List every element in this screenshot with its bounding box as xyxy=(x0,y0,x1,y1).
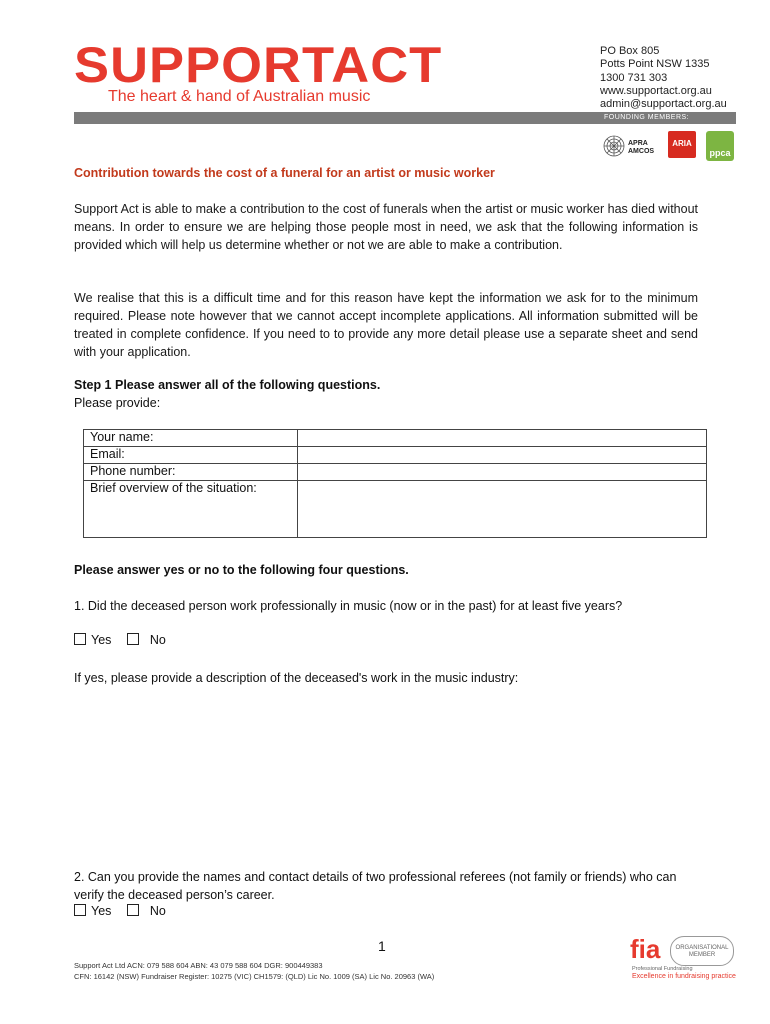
footer-line-1: Support Act Ltd ACN: 079 588 604 ABN: 43 079 588 604 DGR: 900449383 xyxy=(74,961,323,970)
question-2-options xyxy=(74,904,166,918)
form-row-overview xyxy=(84,481,707,538)
step1-heading: Step 1 Please answer all of the following questions. xyxy=(74,378,381,392)
supportact-logo: SUPPORTACT xyxy=(74,37,443,93)
question-1-options xyxy=(74,633,166,647)
form-row-email xyxy=(84,447,707,464)
form-row-phone xyxy=(84,464,707,481)
contact-block xyxy=(600,45,727,111)
document-title: Contribution towards the cost of a funeral for an artist or music worker xyxy=(74,166,495,180)
email-label: Email: xyxy=(84,447,298,464)
tagline: The heart & hand of Australian music xyxy=(108,88,371,105)
q1-no-label: No xyxy=(149,633,166,647)
apra-amcos-logo: APRA AMCOS xyxy=(628,140,655,155)
email-field[interactable] xyxy=(298,447,707,464)
details-form-table xyxy=(83,429,707,538)
contact-email: admin@supportact.org.au xyxy=(600,98,727,111)
phone-label: Phone number: xyxy=(84,464,298,481)
q2-yes-checkbox[interactable] xyxy=(74,904,86,916)
q2-no-checkbox[interactable] xyxy=(127,904,139,916)
overview-field[interactable] xyxy=(298,481,707,538)
ppca-logo: ppca xyxy=(706,131,734,161)
q2-no-label: No xyxy=(149,904,166,918)
intro-paragraph-2: We realise that this is a difficult time and for this reason have kept the information we ask for to the minimum required. Please note however that we cannot accept incomplete applications. All information submitted will be treated in complete confidence. If you need to to provide any more detail please use a separate sheet and send with your application. xyxy=(74,291,698,359)
contact-phone: 1300 731 303 xyxy=(600,71,668,84)
name-field[interactable] xyxy=(298,430,707,447)
q2-yes-label: Yes xyxy=(91,904,112,918)
fia-logo: fia xyxy=(630,934,661,964)
q1-no-checkbox[interactable] xyxy=(127,633,139,645)
contact-website: www.supportact.org.au xyxy=(600,84,712,97)
form-row-name xyxy=(84,430,707,447)
please-provide-label: Please provide: xyxy=(74,396,161,410)
aria-logo: ARIA xyxy=(668,131,696,158)
q1-yes-checkbox[interactable] xyxy=(74,633,86,645)
footer-registration xyxy=(74,960,434,982)
page-number: 1 xyxy=(378,938,386,954)
question-1-followup: If yes, please provide a description of the deceased's work in the music industry: xyxy=(74,671,519,685)
contact-po-box: PO Box 805 xyxy=(600,45,660,57)
question-2: 2. Can you provide the names and contact details of two professional referees (not family or friends) who can verify the deceased person’s career. xyxy=(74,870,677,902)
intro-paragraph-1: Support Act is able to make a contribution to the cost of funerals when the artist or music worker has died without means. In order to ensure we are helping those people most in need, we ask that the following information is provided which will help us determine whether or not we are able to make a contribution. xyxy=(74,202,698,252)
name-label: Your name: xyxy=(84,430,298,447)
fia-member-badge: ORGANISATIONAL MEMBER xyxy=(670,936,734,966)
footer-line-2: CFN: 16142 (NSW) Fundraiser Register: 10275 (VIC) CH1579: (QLD) Lic No. 1009 (SA) Lic No. 20963 (WA) xyxy=(74,972,435,981)
questions-heading: Please answer yes or no to the following four questions. xyxy=(74,563,409,577)
contact-address: Potts Point NSW 1335 xyxy=(600,58,710,71)
question-1: 1. Did the deceased person work professionally in music (now or in the past) for at least five years? xyxy=(74,599,623,613)
q1-yes-label: Yes xyxy=(91,633,112,647)
fia-tagline: Excellence in fundraising practice xyxy=(632,973,736,980)
phone-field[interactable] xyxy=(298,464,707,481)
overview-label: Brief overview of the situation: xyxy=(84,481,298,538)
fia-subtitle: Professional Fundraising xyxy=(632,966,693,972)
founding-members-label: FOUNDING MEMBERS: xyxy=(604,114,690,121)
